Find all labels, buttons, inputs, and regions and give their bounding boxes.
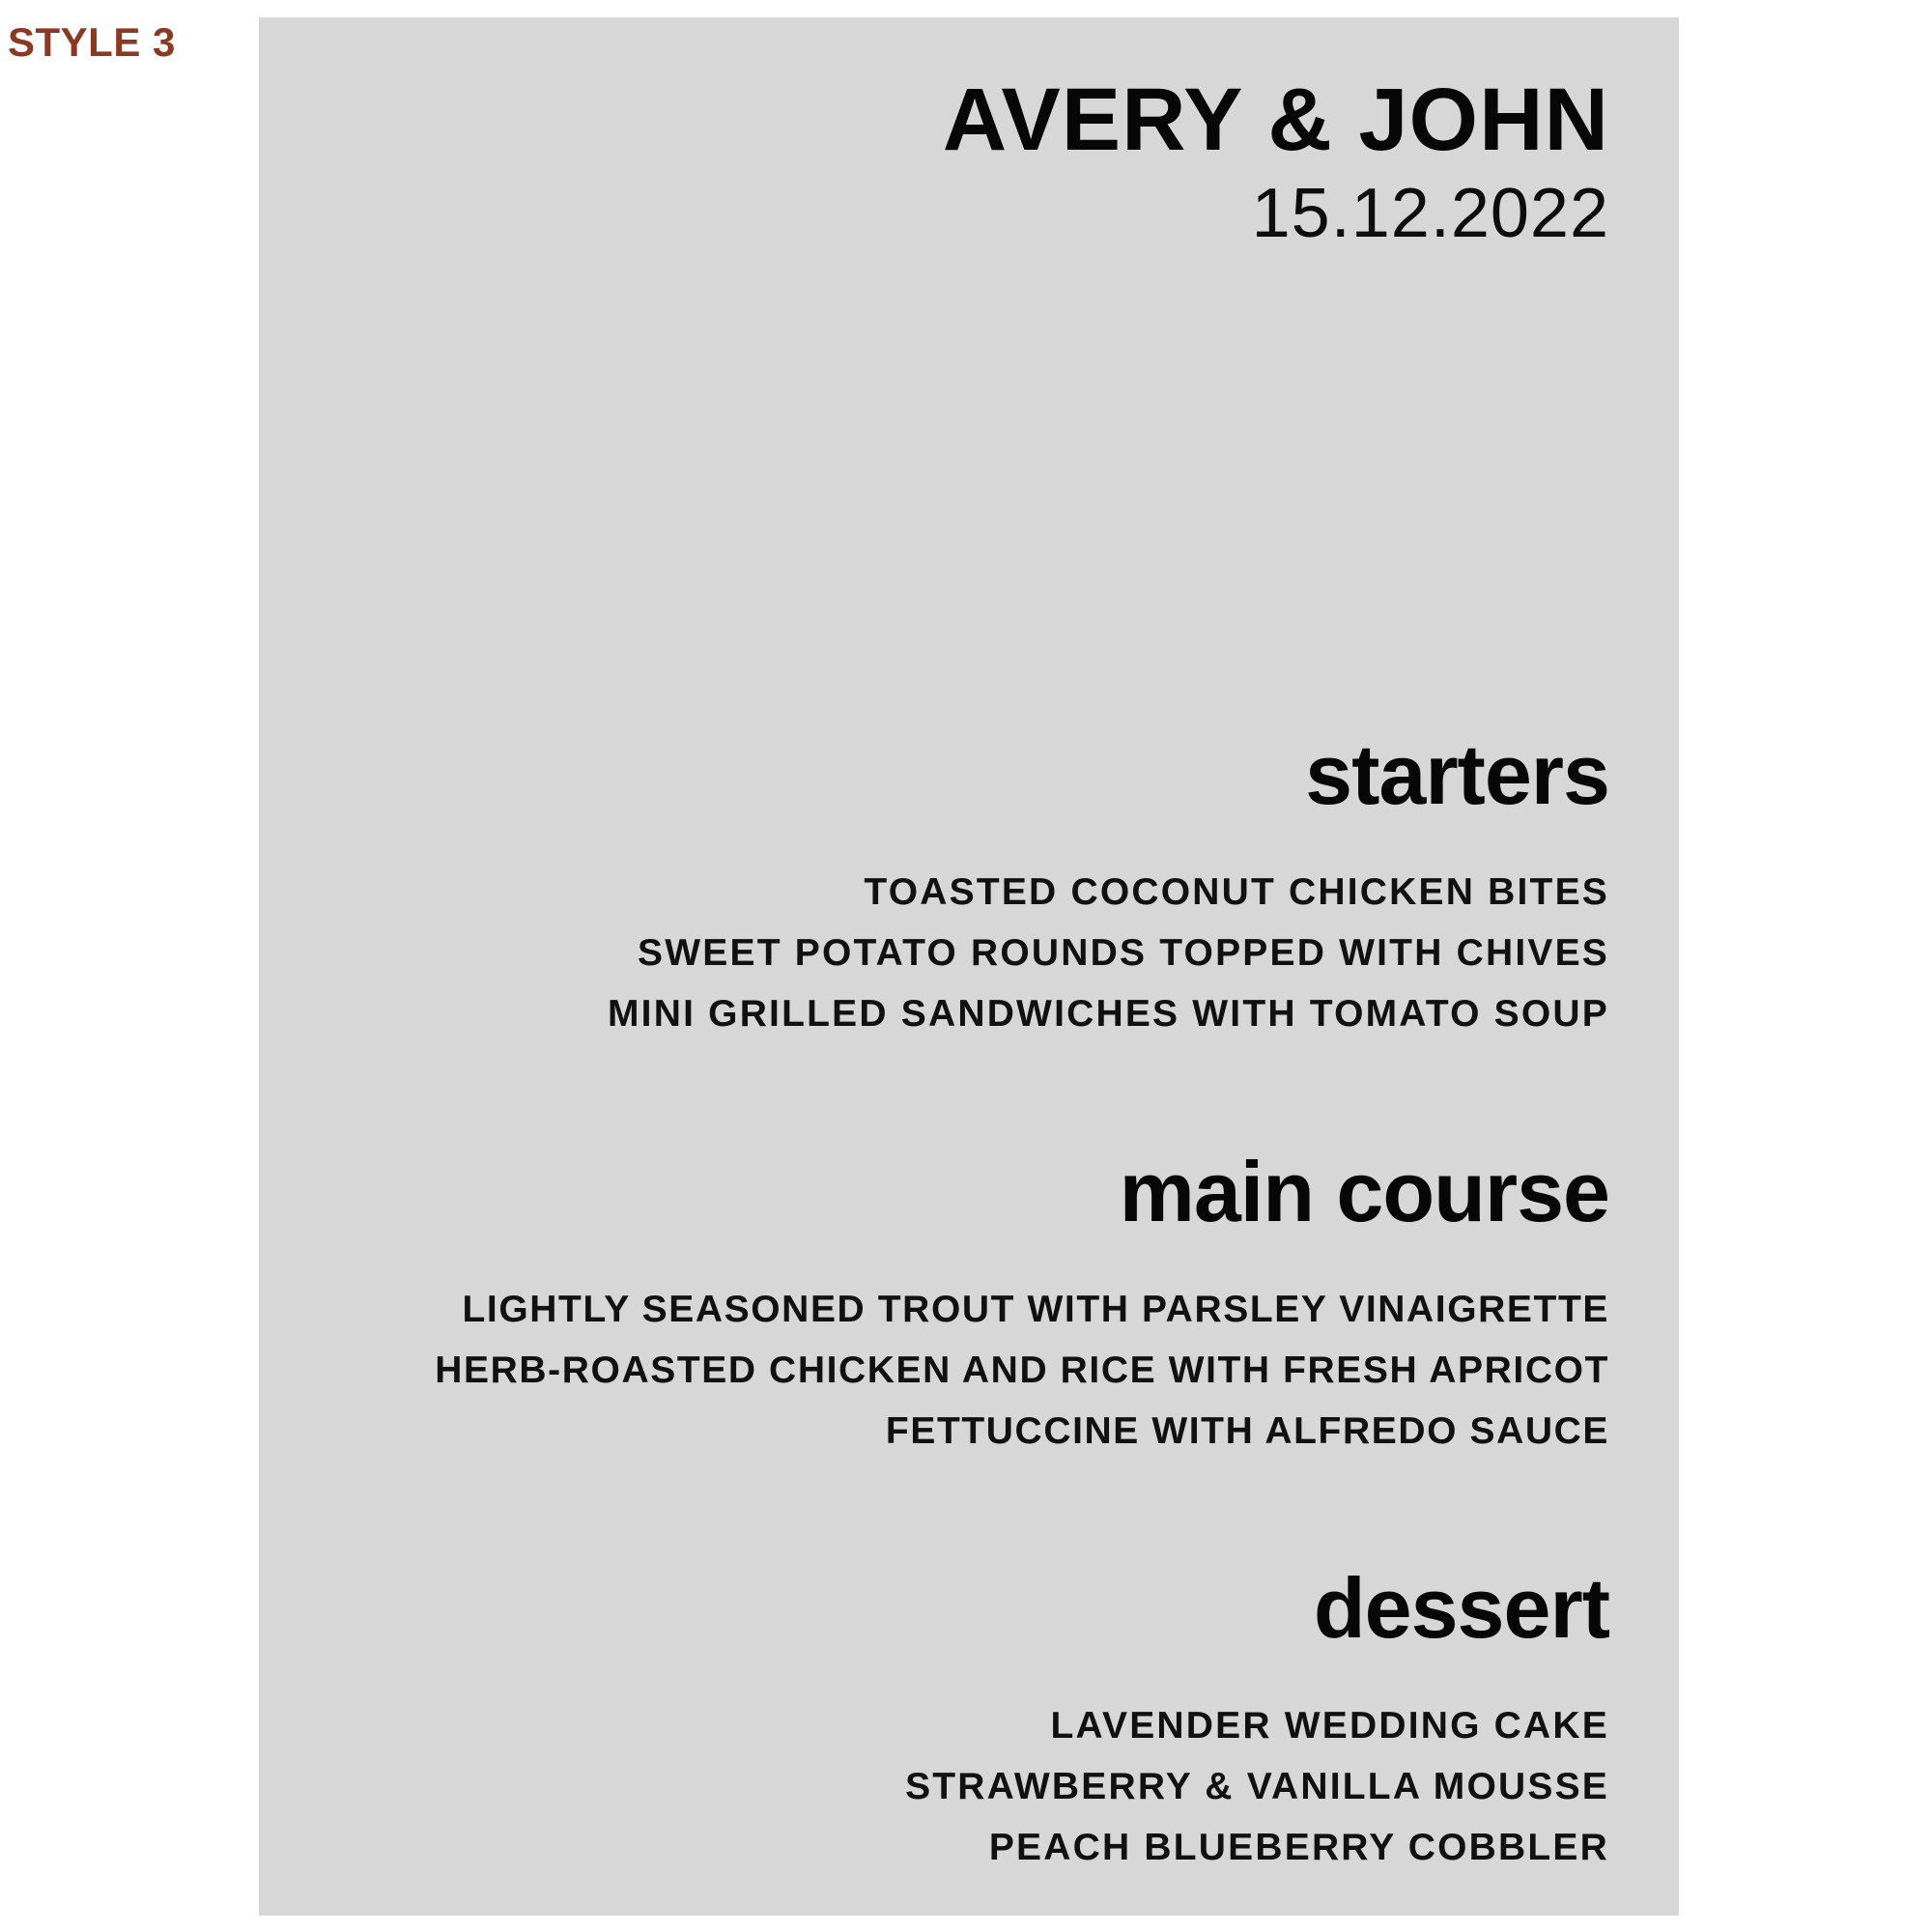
menu-item: HERB-ROASTED CHICKEN AND RICE WITH FRESH APRICOT	[435, 1349, 1609, 1391]
menu-section-starters	[325, 726, 1609, 1045]
style-label: STYLE 3	[8, 19, 176, 65]
menu-item: SWEET POTATO ROUNDS TOPPED WITH CHIVES	[638, 932, 1609, 975]
section-title-main-course: main course	[1119, 1143, 1609, 1239]
vertical-menu-title	[360, 17, 505, 71]
menu-item: TOASTED COCONUT CHICKEN BITES	[864, 871, 1609, 913]
menu-item: LAVENDER WEDDING CAKE	[1050, 1705, 1609, 1747]
wedding-date: 15.12.2022	[1251, 175, 1609, 252]
menu-item: STRAWBERRY & VANILLA MOUSSE	[905, 1766, 1609, 1808]
menu-header	[942, 71, 1609, 254]
menu-item: PEACH BLUEBERRY COBBLER	[988, 1827, 1609, 1869]
menu-card	[259, 17, 1679, 1916]
menu-section-dessert	[325, 1560, 1609, 1879]
menu-sections	[325, 726, 1609, 1879]
couple-names: AVERY & JOHN	[942, 71, 1609, 169]
menu-item: FETTUCCINE WITH ALFREDO SAUCE	[885, 1409, 1609, 1452]
section-title-dessert: dessert	[1313, 1560, 1609, 1657]
menu-section-main-course	[325, 1143, 1609, 1463]
section-title-starters: starters	[1305, 726, 1609, 822]
menu-item: MINI GRILLED SANDWICHES WITH TOMATO SOUP	[608, 993, 1609, 1036]
menu-item: LIGHTLY SEASONED TROUT WITH PARSLEY VINAIGRETTE	[462, 1288, 1609, 1330]
